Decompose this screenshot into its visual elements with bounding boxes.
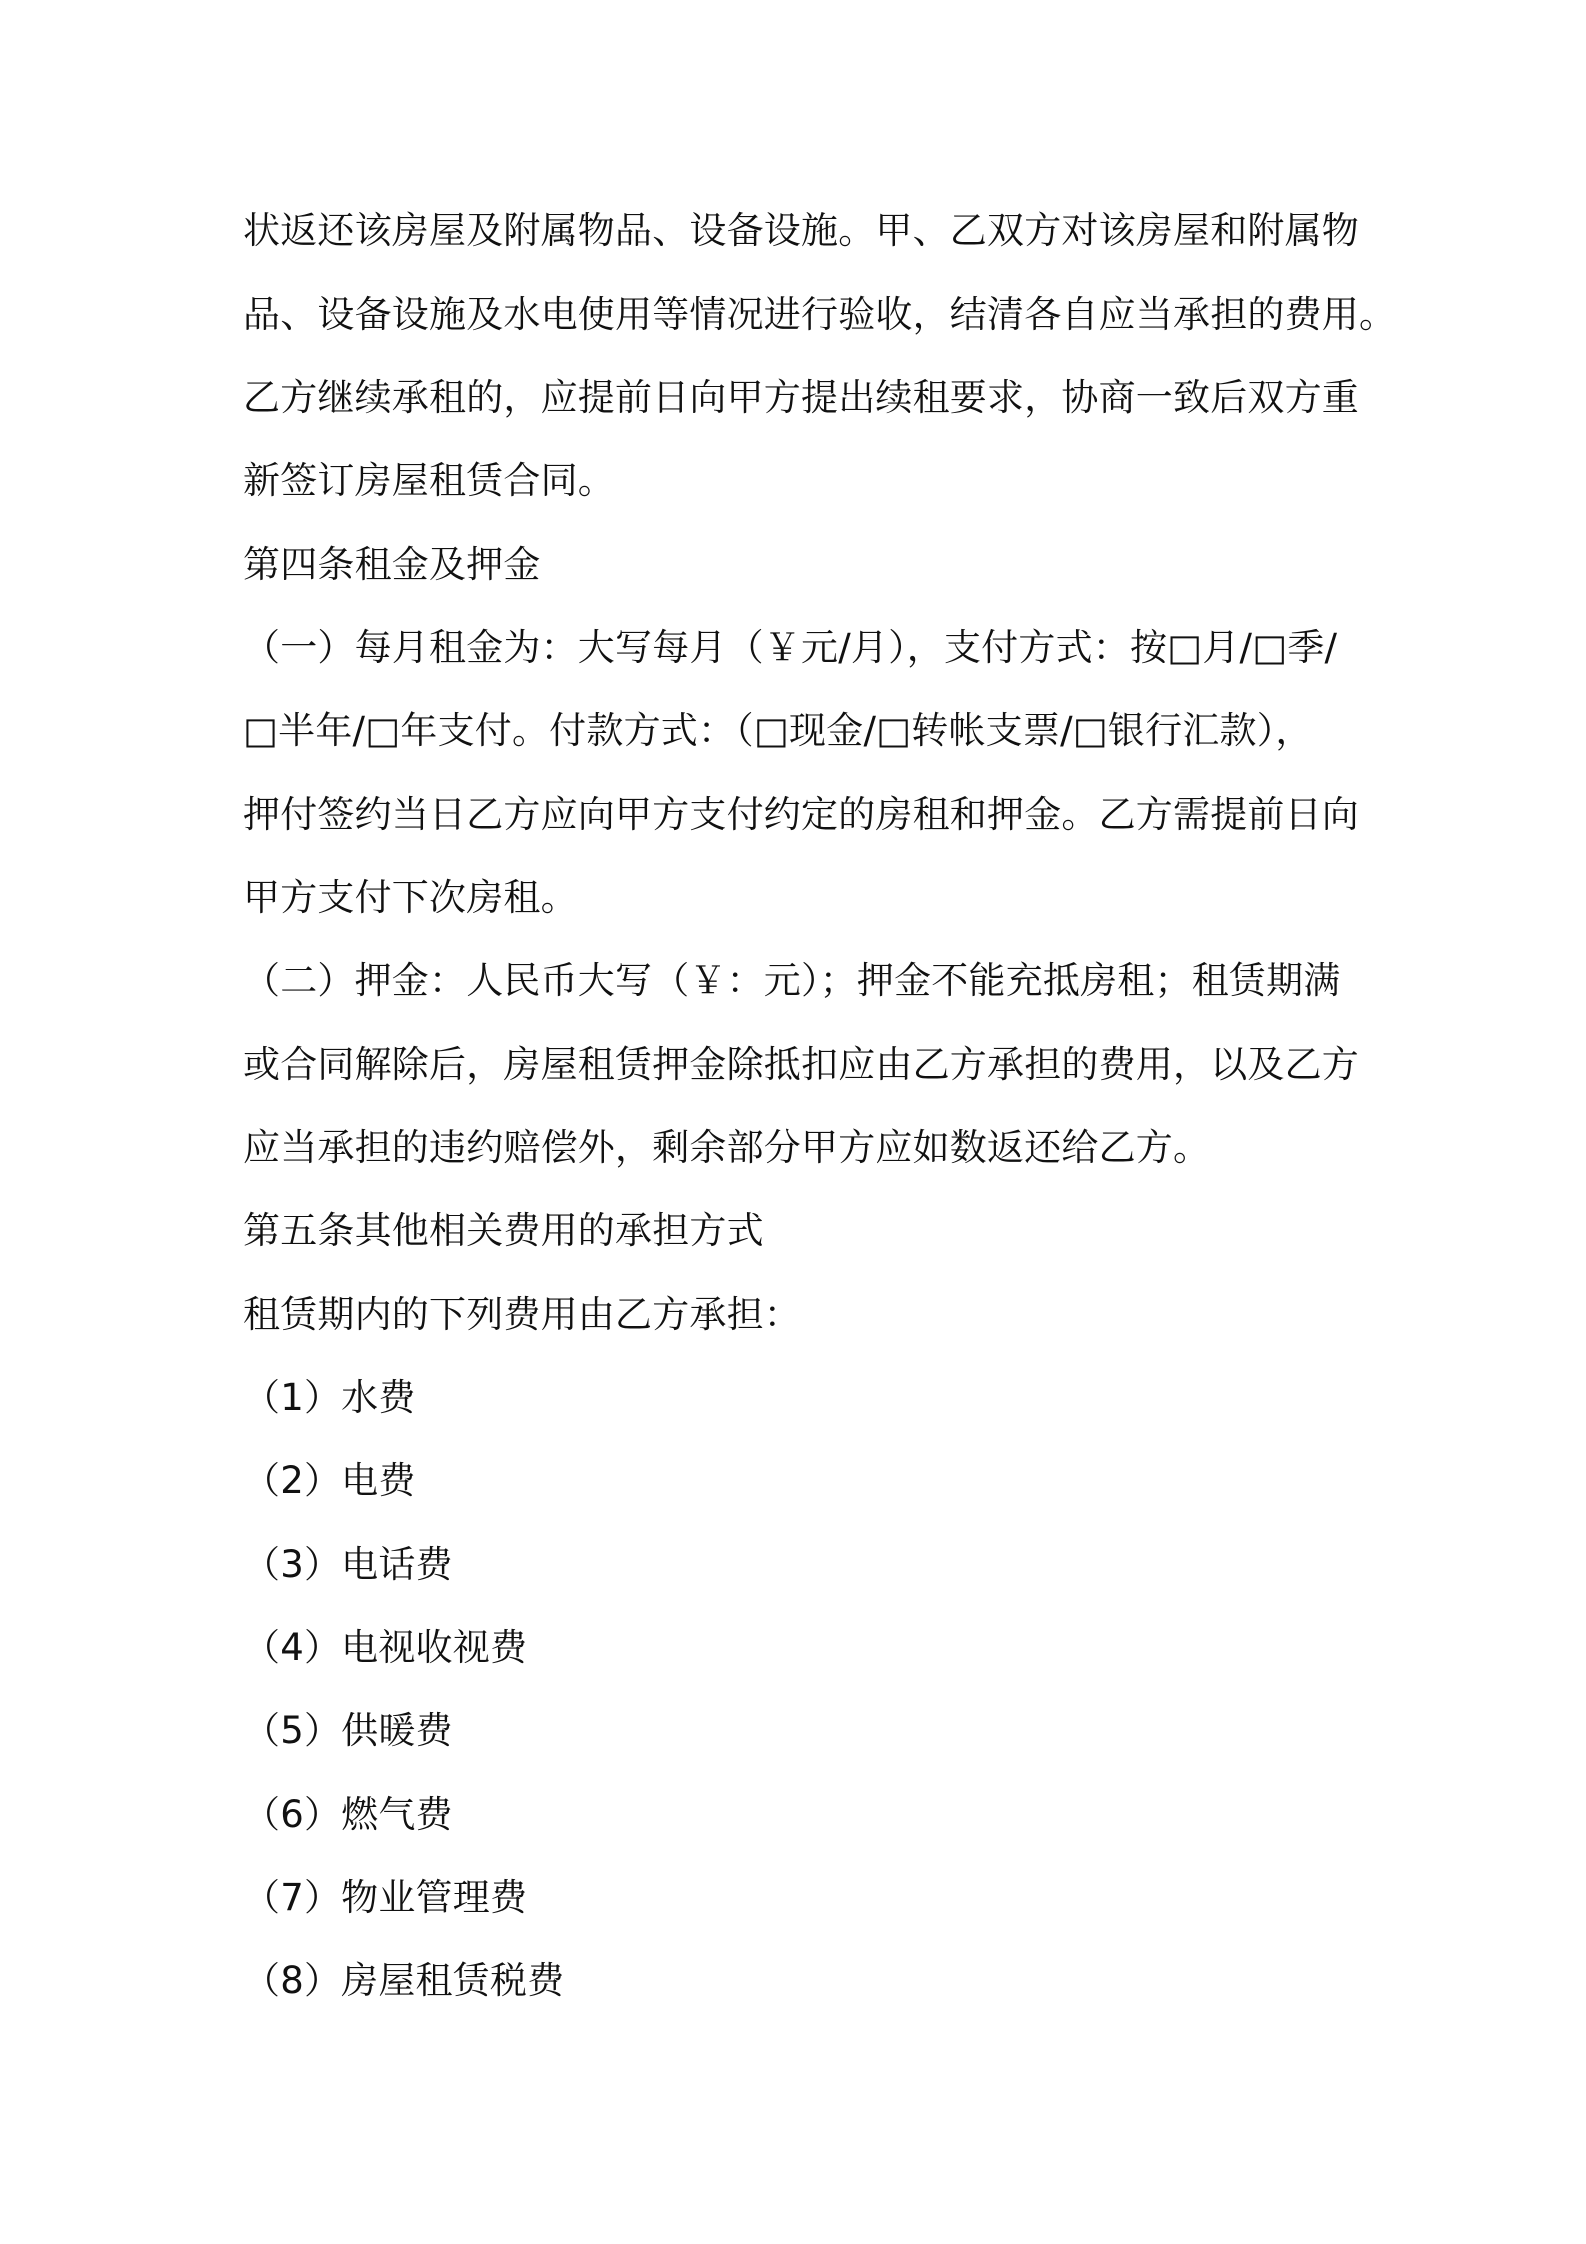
list-item: （7）物业管理费 — [243, 1876, 528, 1919]
paragraph-line: 或合同解除后，房屋租赁押金除抵扣应由乙方承担的费用，以及乙方 — [243, 1043, 1359, 1086]
list-item: （5）供暖费 — [243, 1709, 453, 1752]
section-heading: 第五条其他相关费用的承担方式 — [243, 1209, 764, 1252]
paragraph-line: （二）押金：人民币大写（￥：元）；押金不能充抵房租；租赁期满 — [243, 959, 1341, 1002]
paragraph-line: （一）每月租金为：大写每月（￥元/月），支付方式：按□月/□季/ — [243, 626, 1338, 669]
paragraph-line: 应当承担的违约赔偿外，剩余部分甲方应如数返还给乙方。 — [243, 1126, 1211, 1169]
paragraph-line: 押付签约当日乙方应向甲方支付约定的房租和押金。乙方需提前日向 — [243, 793, 1359, 836]
section-heading: 第四条租金及押金 — [243, 543, 541, 586]
paragraph-line: 状返还该房屋及附属物品、设备设施。甲、乙双方对该房屋和附属物 — [243, 209, 1359, 252]
paragraph-line: 新签订房屋租赁合同。 — [243, 459, 615, 502]
paragraph-line: 乙方继续承租的，应提前日向甲方提出续租要求，协商一致后双方重 — [243, 376, 1359, 419]
list-item: （2）电费 — [243, 1459, 416, 1502]
list-item: （6）燃气费 — [243, 1793, 453, 1836]
list-item: （1）水费 — [243, 1376, 416, 1419]
paragraph-line: 品、设备设施及水电使用等情况进行验收，结清各自应当承担的费用。 — [243, 293, 1397, 336]
list-item: （4）电视收视费 — [243, 1626, 528, 1669]
paragraph-line: 甲方支付下次房租。 — [243, 876, 578, 919]
list-item: （8）房屋租赁税费 — [243, 1959, 565, 2002]
paragraph-line: 租赁期内的下列费用由乙方承担： — [243, 1293, 801, 1336]
list-item: （3）电话费 — [243, 1543, 453, 1586]
paragraph-line: □半年/□年支付。付款方式：（□现金/□转帐支票/□银行汇款）， — [243, 709, 1313, 752]
